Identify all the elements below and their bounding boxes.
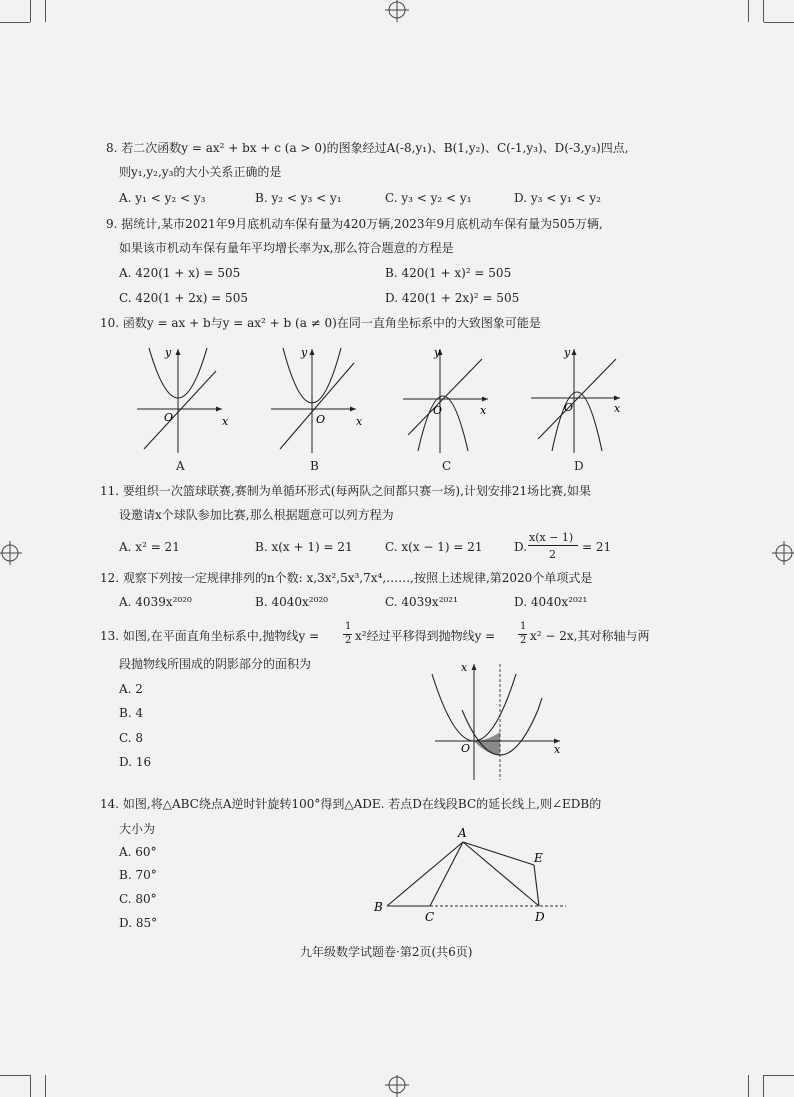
registration-mark-right — [770, 536, 794, 570]
q12-stem: 12. 观察下列按一定规律排列的n个数: x,3x²,5x³,7x⁴,……,按照上述规律,第2020个单项式是 — [100, 571, 593, 585]
q11-option-a: A. x² = 21 — [119, 540, 180, 554]
q10-label-c: C — [442, 459, 452, 473]
q9-option-d: D. 420(1 + 2x)² = 505 — [385, 291, 520, 305]
q13-x-label: x — [554, 743, 561, 756]
q9-option-c: C. 420(1 + 2x) = 505 — [119, 291, 248, 305]
q11-option-d-denominator: 2 — [549, 548, 556, 561]
q14-option-c: C. 80° — [119, 892, 157, 906]
q10-b-x-label: x — [356, 415, 363, 428]
q14-option-a: A. 60° — [119, 845, 157, 859]
q13-y-label: x — [461, 661, 468, 674]
registration-mark-top — [380, 0, 414, 24]
q8-stem: 8. 若二次函数y = ax² + bx + c (a > 0)的图象经过A(-8,y₁)、B(1,y₂)、C(-1,y₃)、D(-3,y₃)四点, — [106, 141, 629, 155]
crop-mark — [764, 22, 794, 23]
q14-triangle-figure — [370, 822, 570, 926]
q10-stem: 10. 函数y = ax + b与y = ax² + b (a ≠ 0)在同一直角坐标系中的大致图象可能是 — [100, 316, 541, 330]
crop-mark — [0, 22, 30, 23]
q13-option-b: B. 4 — [119, 706, 144, 720]
q10-graph-d — [528, 343, 628, 455]
q10-label-a: A — [176, 459, 185, 473]
q12-option-b: B. 4040x²⁰²⁰ — [255, 595, 328, 609]
crop-mark — [45, 1075, 46, 1097]
q14-point-d: D — [535, 910, 545, 924]
q10-d-x-label: x — [614, 402, 621, 415]
q13-stem-part2: x²经过平移得到抛物线y = — [355, 629, 496, 643]
q11-option-b: B. x(x + 1) = 21 — [255, 540, 353, 554]
q14-point-c: C — [425, 910, 435, 924]
q14-point-e: E — [534, 851, 543, 865]
crop-mark — [30, 0, 31, 22]
q14-point-b: B — [374, 900, 383, 914]
q10-a-origin: O — [164, 411, 174, 424]
crop-mark — [763, 0, 764, 22]
q13-frac1-numerator: 1 — [345, 621, 352, 632]
q12-option-a: A. 4039x²⁰²⁰ — [119, 595, 192, 609]
registration-mark-left — [0, 536, 24, 570]
q8-stem-cont: 则y₁,y₂,y₃的大小关系正确的是 — [119, 165, 282, 179]
q10-c-x-label: x — [480, 404, 487, 417]
q10-label-d: D — [574, 459, 584, 473]
q13-option-a: A. 2 — [119, 682, 143, 696]
q14-option-d: D. 85° — [119, 916, 158, 930]
q9-option-a: A. 420(1 + x) = 505 — [119, 266, 241, 280]
q13-stem-part3: x² − 2x,其对称轴与两 — [530, 629, 650, 643]
q13-option-c: C. 8 — [119, 731, 144, 745]
q11-option-d-numerator: x(x − 1) — [529, 531, 574, 544]
q9-option-b: B. 420(1 + x)² = 505 — [385, 266, 512, 280]
q11-stem-cont: 设邀请x个球队参加比赛,那么根据题意可以列方程为 — [119, 508, 394, 522]
q13-frac1-denominator: 2 — [345, 635, 352, 646]
crop-mark — [30, 1075, 31, 1097]
q10-b-y-label: y — [301, 346, 308, 359]
q10-label-b: B — [310, 459, 319, 473]
q13-stem-cont: 段抛物线所围成的阴影部分的面积为 — [119, 657, 312, 671]
q8-option-d: D. y₃ < y₁ < y₂ — [514, 191, 601, 205]
crop-mark — [748, 1075, 749, 1097]
q10-c-y-label: y — [434, 346, 441, 359]
q14-stem-cont: 大小为 — [119, 822, 156, 836]
q8-option-c: C. y₃ < y₂ < y₁ — [385, 191, 472, 205]
q13-frac2-denominator: 2 — [520, 635, 527, 646]
q11-option-d-rhs: = 21 — [582, 540, 612, 554]
crop-mark — [45, 0, 46, 22]
q11-stem: 11. 要组织一次篮球联赛,赛制为单循环形式(每两队之间都只赛一场),计划安排21场比赛,如果 — [100, 484, 591, 498]
q10-graph-c — [398, 343, 498, 455]
q14-point-a: A — [458, 826, 467, 840]
q11-option-d-prefix: D. — [514, 540, 528, 554]
q10-a-y-label: y — [165, 346, 172, 359]
q13-graph — [430, 658, 570, 784]
q11-fraction-bar — [528, 545, 578, 546]
q13-option-d: D. 16 — [119, 755, 152, 769]
q12-option-d: D. 4040x²⁰²¹ — [514, 595, 588, 609]
q10-graph-b — [266, 343, 366, 455]
page-footer: 九年级数学试题卷·第2页(共6页) — [300, 945, 473, 959]
q10-graph-a — [132, 343, 232, 455]
q10-d-origin: O — [564, 401, 574, 414]
q9-stem-cont: 如果该市机动车保有量年平均增长率为x,那么符合题意的方程是 — [119, 241, 454, 255]
q10-c-origin: O — [433, 404, 443, 417]
q10-d-y-label: y — [564, 346, 571, 359]
q8-option-b: B. y₂ < y₃ < y₁ — [255, 191, 342, 205]
q11-option-c: C. x(x − 1) = 21 — [385, 540, 483, 554]
q12-option-c: C. 4039x²⁰²¹ — [385, 595, 458, 609]
registration-mark-bottom — [380, 1075, 414, 1097]
q14-option-b: B. 70° — [119, 868, 157, 882]
q10-a-x-label: x — [222, 415, 229, 428]
crop-mark — [0, 1075, 30, 1076]
q8-option-a: A. y₁ < y₂ < y₃ — [119, 191, 206, 205]
q10-b-origin: O — [316, 413, 326, 426]
q13-stem-part1: 13. 如图,在平面直角坐标系中,抛物线y = — [100, 629, 320, 643]
q9-stem: 9. 据统计,某市2021年9月底机动车保有量为420万辆,2023年9月底机动车保有量为505万辆, — [106, 217, 603, 231]
q13-frac2-numerator: 1 — [520, 621, 527, 632]
crop-mark — [764, 1075, 794, 1076]
crop-mark — [748, 0, 749, 22]
crop-mark — [763, 1075, 764, 1097]
q14-stem: 14. 如图,将△ABC绕点A逆时针旋转100°得到△ADE. 若点D在线段BC的延长线上,则∠EDB的 — [100, 797, 602, 811]
q13-origin: O — [461, 742, 471, 755]
